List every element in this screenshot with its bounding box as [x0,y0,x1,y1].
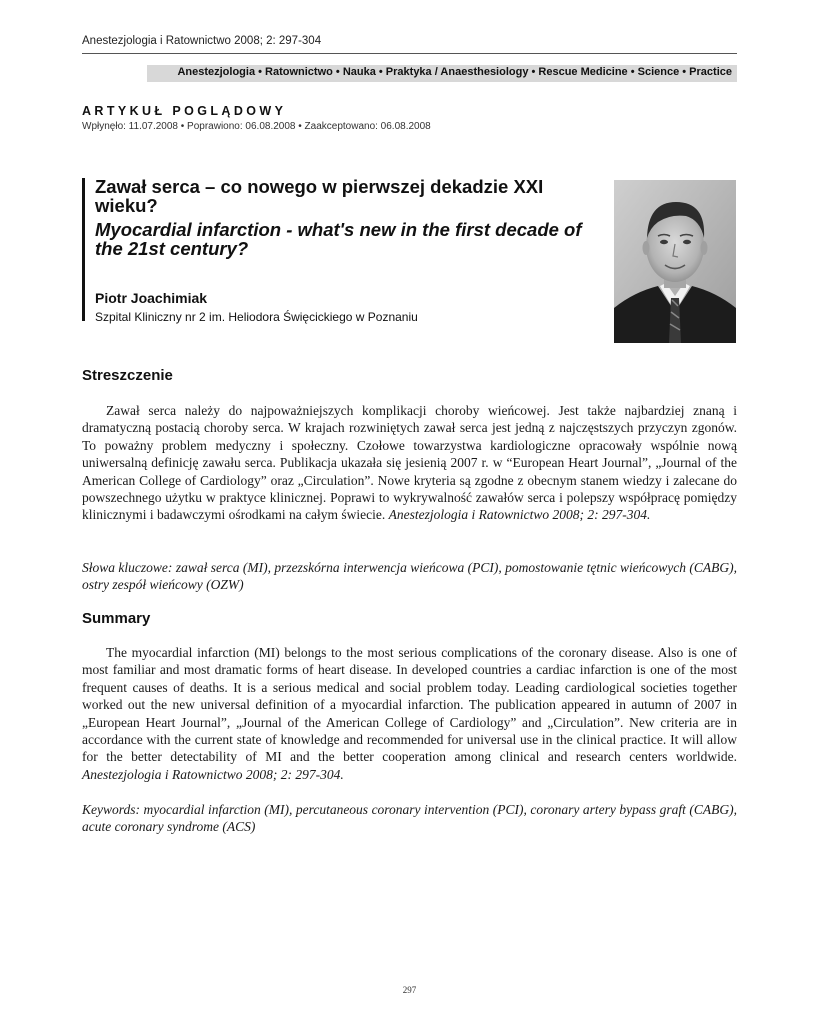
abstract-english [82,644,737,783]
abstract-polish-citation: Anestezjologia i Ratownictwo 2008; 2: 297-304. [388,507,651,523]
author-name: Piotr Joachimiak [95,290,208,306]
category-banner [147,65,737,82]
article-type: ARTYKUŁ POGLĄDOWY [82,104,287,118]
title-english: Myocardial infarction - what's new in the first decade of the 21st century? [95,219,582,259]
category-banner-text: Anestezjologia • Ratownictwo • Nauka • Praktyka / Anaesthesiology • Rescue Medicine • Science • Practice [177,66,732,78]
abstract-english-citation: Anestezjologia i Ratownictwo 2008; 2: 297-304. [82,766,344,782]
title-accent-bar [82,178,85,321]
header-divider [82,53,737,54]
section-heading-streszczenie: Streszczenie [82,367,173,384]
abstract-polish [82,402,737,524]
abstract-polish-body: Zawał serca należy do najpoważniejszych komplikacji choroby wieńcowej. Jest także najbardziej znaną i dramatyczną postacią choroby serca. W krajach rozwiniętych zawał serca jest jedną z najczęstszych przyczyn zgonów. To poważny problem medyczny i społeczny. Czołowe towarzystwa kardiologiczne opracowały wspólnie nową uniwersalną definicję zawału serca. Publikacja ukazała się jesienią 2007 r. w “European Heart Journal”, „Journal of the American College of Cardiology” oraz „Circulation”. Nowe kryteria są zgodne z obecnym stanem wiedzy i zalecane do powszechnego użytku w praktyce klinicznej. Poprawi to wykrywalność zawałów serca i polepszy współpracę pomiędzy klinicznymi i badawczymi ośrodkami na całym świecie. [82,403,737,523]
article-dates: Wpłynęło: 11.07.2008 • Poprawiono: 06.08.2008 • Zaakceptowano: 06.08.2008 [82,121,431,132]
keywords-english: Keywords: myocardial infarction (MI), percutaneous coronary intervention (PCI), coronary artery bypass graft (CABG), acute coronary syndrome (ACS) [82,802,737,835]
page-number: 297 [402,985,417,995]
keywords-polish: Słowa kluczowe: zawał serca (MI), przezskórna interwencja wieńcowa (PCI), pomostowanie tętnic wieńcowych (CABG), ostry zespół wieńcowy (OZW) [82,560,737,593]
running-head: Anestezjologia i Ratownictwo 2008; 2: 297-304 [82,35,322,47]
section-heading-summary: Summary [82,610,151,627]
author-photo [614,180,736,343]
abstract-english-body: The myocardial infarction (MI) belongs to the most serious complications of the coronary disease. Also is one of most familiar and most dramatic forms of heart disease. In developed countries a cardiac infarction is one of the most frequent causes of deaths. It is a serious medical and social problem today. Leading cardiological societies together worked out the new universal definition of a myocardial infarction. The publication appeared in autumn of 2007 in „European Heart Journal”, „Journal of the American College of Cardiology” and „Circulation”. New criteria are in accordance with the current state of knowledge and recommended for universal use in the clinical practice. It will allow for the better detectability of MI and the better cooperation among clinical and research centers worldwide. [82,645,737,765]
title-polish: Zawał serca – co nowego w pierwszej dekadzie XXI wieku? [95,176,544,216]
author-affiliation: Szpital Kliniczny nr 2 im. Heliodora Święcickiego w Poznaniu [95,310,418,324]
